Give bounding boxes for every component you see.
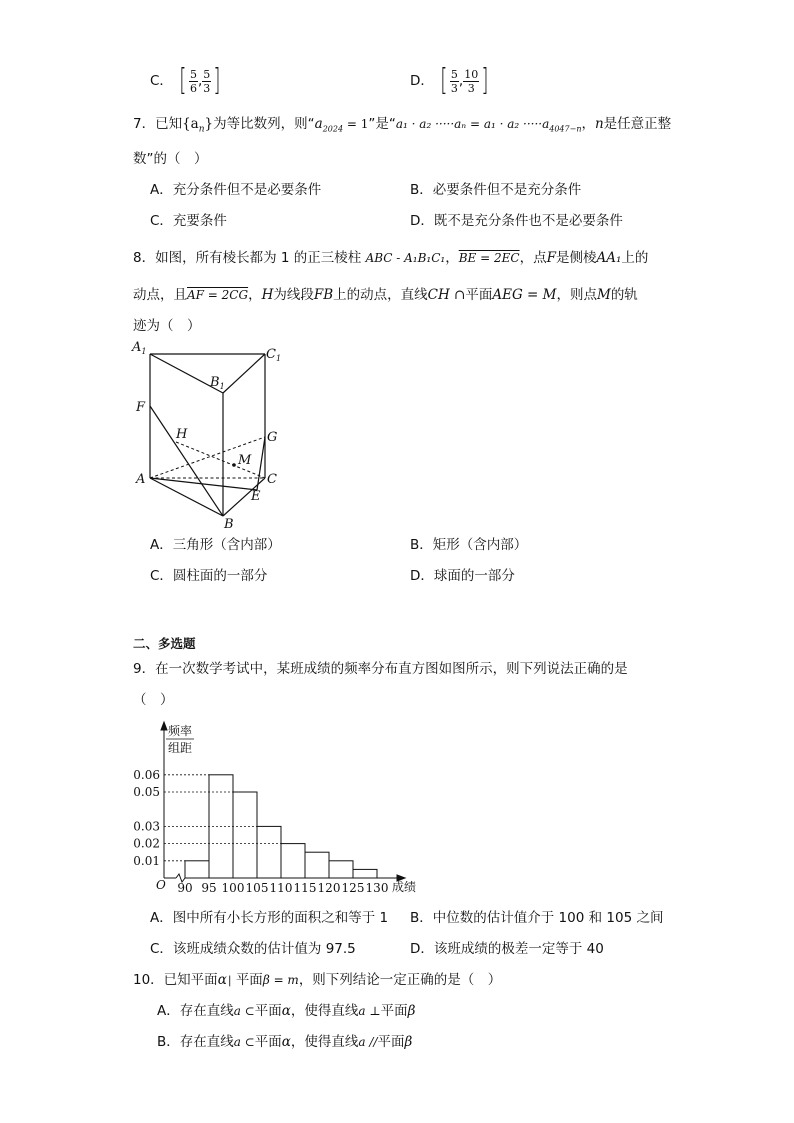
label-m: M xyxy=(238,453,252,468)
q9-stem-line1: 9．在一次数学考试中，某班成绩的频率分布直方图如图所示，则下列说法正确的是 xyxy=(133,661,628,677)
q8-stem-line3: 迹为（ ） xyxy=(133,318,201,334)
label-h: H xyxy=(176,427,188,442)
q7-stem-line2: 数”的（ ） xyxy=(133,151,208,167)
section-title-multiple-choice: 二、多选题 xyxy=(133,636,196,651)
segment-f-b xyxy=(150,406,223,516)
y-label-bottom: 组距 xyxy=(168,741,193,755)
edge-a-b xyxy=(150,478,223,516)
y-label-top: 频率 xyxy=(168,724,193,738)
q9-option-a[interactable]: A．图中所有小长方形的面积之和等于 1 xyxy=(150,910,389,926)
x-tick-label: 90 xyxy=(177,881,193,895)
point-m xyxy=(232,463,236,467)
histogram-bar xyxy=(257,826,281,878)
histogram-bar xyxy=(329,861,353,878)
x-tick-label: 120 xyxy=(317,881,341,895)
q9-option-b[interactable]: B．中位数的估计值介于 100 和 105 之间 xyxy=(410,910,664,926)
label-e: E xyxy=(251,489,261,504)
q8-stem-line2: 动点，且AF = 2CG，H为线段FB上的动点，直线CH ∩平面AEG = M，则点M的轨 xyxy=(133,287,638,303)
q8-option-d[interactable]: D．球面的一部分 xyxy=(410,568,515,584)
edge-b1-c1 xyxy=(223,354,265,393)
q10-stem: 10．已知平面α∣ 平面β = m，则下列结论一定正确的是（ ） xyxy=(133,972,502,988)
segment-h-c-hidden xyxy=(176,442,265,478)
x-tick-label: 125 xyxy=(341,881,365,895)
x-tick-label: 130 xyxy=(365,881,389,895)
y-tick-label: 0.01 xyxy=(133,853,160,868)
label-b1: $B_1$ xyxy=(210,375,225,391)
frequency-histogram xyxy=(128,718,428,896)
x-tick-label: 110 xyxy=(269,881,293,895)
histogram-bar xyxy=(353,869,377,878)
label-c1: $C_1$ xyxy=(266,347,282,363)
q7-option-c[interactable]: C．充要条件 xyxy=(150,213,227,229)
y-tick-label: 0.06 xyxy=(133,767,160,782)
x-tick-label: 100 xyxy=(221,881,245,895)
q7-stem-line1: 7．已知$\{a_n\}$为等比数列，则“$a_{2024} = 1$”是“$a_1 \cdot a_2 \cdot\cdot\cdot\cdot\cdot a_n = a_1 \cdot a_2 \cdot\cdot\cdot\cdot\cdot a_{4047-n}$，n是任意正整 xyxy=(133,116,672,135)
q9-stem-line2: （ ） xyxy=(133,692,174,708)
label-f: F xyxy=(136,400,146,415)
q7-option-d[interactable]: D．既不是充分条件也不是必要条件 xyxy=(410,213,623,229)
y-tick-label: 0.02 xyxy=(133,836,160,851)
segment-a-e xyxy=(150,478,257,490)
q8-stem-line1: 8．如图，所有棱长都为 1 的正三棱柱 ABC - A₁B₁C₁，BE = 2EC，点F是侧棱AA₁上的 xyxy=(133,250,649,266)
q8-option-c[interactable]: C．圆柱面的一部分 xyxy=(150,568,268,584)
label-a: A xyxy=(136,472,146,487)
q6-option-c[interactable]: C． [ $\frac{5}{6}$ , $\frac{5}{3}$ ] xyxy=(150,63,221,98)
q7-option-a[interactable]: A．充分条件但不是必要条件 xyxy=(150,182,322,198)
y-tick-label: 0.03 xyxy=(133,819,160,834)
q7-option-b[interactable]: B．必要条件但不是充分条件 xyxy=(410,182,582,198)
origin-label: O xyxy=(156,878,166,892)
x-tick-label: 105 xyxy=(245,881,269,895)
histogram-bar xyxy=(281,844,305,878)
x-label: 成绩 xyxy=(392,880,417,894)
label-c: C xyxy=(267,472,277,487)
y-axis-arrow xyxy=(161,722,167,730)
y-tick-label: 0.05 xyxy=(133,785,160,799)
q8-option-a[interactable]: A．三角形（含内部） xyxy=(150,537,281,553)
q10-option-b[interactable]: B．存在直线a ⊂平面α，使得直线a //平面β xyxy=(157,1034,413,1050)
x-tick-label: 95 xyxy=(201,881,217,895)
q8-option-b[interactable]: B．矩形（含内部） xyxy=(410,537,528,553)
q10-option-a[interactable]: A．存在直线a ⊂平面α，使得直线a ⊥平面β xyxy=(157,1003,416,1019)
label-a1: $A_1$ xyxy=(132,340,147,356)
histogram-bar xyxy=(185,861,209,878)
histogram-bar xyxy=(305,852,329,878)
x-tick-label: 115 xyxy=(293,881,317,895)
histogram-bar xyxy=(233,792,257,878)
q9-option-d[interactable]: D．该班成绩的极差一定等于 40 xyxy=(410,941,604,957)
q6-option-d[interactable]: D． [ $\frac{5}{3}$ , $\frac{10}{3}$ ] xyxy=(410,63,489,98)
label-g: G xyxy=(267,430,278,445)
label-b: B xyxy=(224,517,234,530)
prism-figure xyxy=(130,338,290,530)
q9-option-c[interactable]: C．该班成绩众数的估计值为 97.5 xyxy=(150,941,356,957)
